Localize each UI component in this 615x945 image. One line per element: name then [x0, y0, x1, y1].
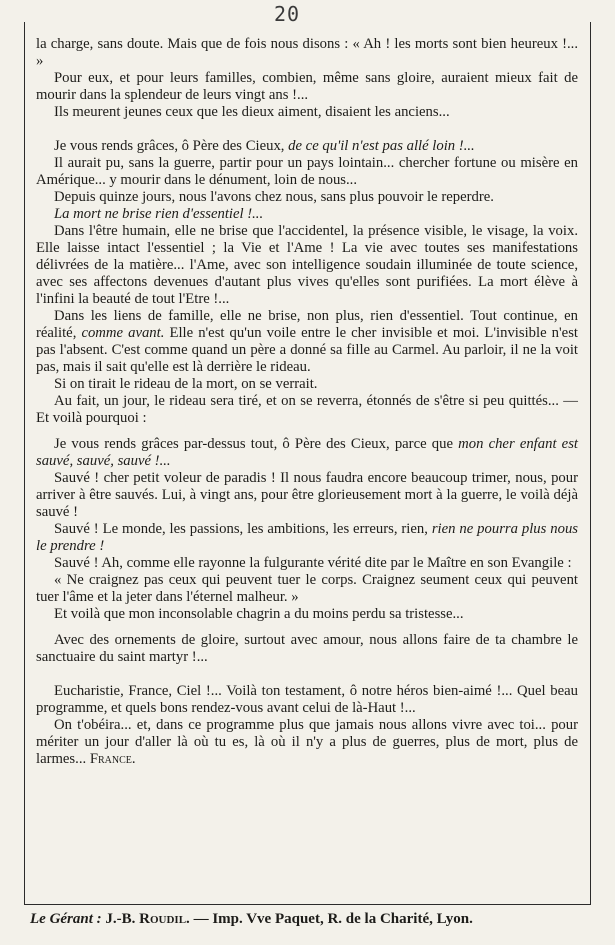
paragraph: [36, 555, 578, 572]
footer-manager-name: J.-B. Roudil.: [101, 911, 190, 927]
italic-text: comme avant.: [81, 325, 165, 341]
paragraph-text: Au fait, un jour, le rideau sera tiré, et on se reverra, étonnés de s'être si peu quittés... — Et voilà pourquoi :: [36, 393, 578, 426]
paragraph-text: Sauvé ! Le monde, les passions, les ambitions, les erreurs, rien,: [54, 521, 432, 537]
footer-imprint: — Imp. Vve Paquet, R. de la Charité, Lyon.: [189, 911, 473, 927]
paragraph-text: Dans l'être humain, elle ne brise que l'accidentel, la présence visible, le visage, la voix. Elle laisse intact l'essentiel ; la Vie et l'Ame ! La vie avec toutes ses manifestations délivrées de la matière... l'Ame, avec son intelligence soudain illuminée de toute science, avec ses affectons devenues d'autant plus vives qu'elles sont purifiées. La mort élève à l'infini la beauté de tout l'Etre !...: [36, 223, 578, 307]
paragraph: [36, 189, 578, 206]
paragraph: [36, 223, 578, 308]
paragraph-text: la charge, sans doute. Mais que de fois nous disons : « Ah ! les morts sont bien heureux !... »: [36, 36, 578, 69]
paragraph: [36, 632, 578, 666]
paragraph-text: Sauvé ! Ah, comme elle rayonne la fulgurante vérité dite par le Maître en son Evangile :: [54, 555, 572, 571]
paragraph: [36, 393, 578, 427]
paragraph: [36, 717, 578, 768]
paragraph: [36, 521, 578, 555]
italic-text: La mort ne brise rien d'essentiel !...: [54, 206, 264, 222]
paragraph-text: Et voilà que mon inconsolable chagrin a du moins perdu sa tristesse...: [54, 606, 464, 622]
paragraph: [36, 470, 578, 521]
paragraph: [36, 308, 578, 376]
signature: France.: [86, 751, 136, 767]
paragraph-text: Sauvé ! cher petit voleur de paradis ! Il nous faudra encore beaucoup trimer, nous, pour arriver à être sauvés. Lui, à vingt ans, pour être glorieusement mort à la guerre, le voilà déjà sauvé !: [36, 470, 578, 520]
paragraph-text: Ils meurent jeunes ceux que les dieux aiment, disaient les anciens...: [54, 104, 450, 120]
paragraph: [36, 436, 578, 470]
footer-label: Le Gérant :: [30, 911, 102, 927]
paragraph-text: Eucharistie, France, Ciel !... Voilà ton testament, ô notre héros bien-aimé !... Quel beau programme, et quels bons rendez-vous avant celui de là-Haut !...: [36, 683, 578, 716]
paragraph: [36, 104, 578, 121]
italic-text: de ce qu'il n'est pas allé loin !...: [288, 138, 475, 154]
paragraph: [36, 683, 578, 717]
paragraph-text: Dans les liens de famille, elle ne brise, non plus, rien d'essentiel. Tout continue, en réalité,: [36, 308, 578, 341]
paragraph: [36, 155, 578, 189]
footer-divider: [24, 904, 591, 905]
paragraph-text: Elle n'est qu'un voile entre le cher invisible et moi. L'invisible n'est pas l'absent. C'est comme quand un père a donné sa fille au Carmel. Au parloir, il ne la voit pas, mais il sait qu'elle est là derrière le rideau.: [36, 325, 578, 375]
paragraph: [36, 138, 578, 155]
paragraph-text: Avec des ornements de gloire, surtout avec amour, nous allons faire de ta chambre le sanctuaire du saint martyr !...: [36, 632, 578, 665]
paragraph: [36, 36, 578, 70]
paragraph-text: Depuis quinze jours, nous l'avons chez nous, sans plus pouvoir le reperdre.: [54, 189, 494, 205]
italic-text: mon cher enfant est sauvé, sauvé, sauvé !...: [36, 436, 578, 469]
paragraph: [36, 70, 578, 104]
paragraph-text: « Ne craignez pas ceux qui peuvent tuer le corps. Craignez seument ceux qui peuvent tuer l'âme et la jeter dans l'éternel malheur. »: [36, 572, 578, 605]
paragraph: [36, 206, 578, 223]
paragraph: [36, 376, 578, 393]
printer-footer: [30, 911, 590, 928]
paragraph: [36, 572, 578, 606]
page-number: 20: [274, 2, 301, 26]
article-body: [36, 36, 578, 768]
paragraph-text: Je vous rends grâces, ô Père des Cieux,: [54, 138, 289, 154]
paragraph: [36, 606, 578, 623]
italic-text: rien ne pourra plus nous le prendre !: [36, 521, 579, 554]
paragraph-text: Si on tirait le rideau de la mort, on se verrait.: [54, 376, 318, 392]
paragraph-text: Je vous rends grâces par-dessus tout, ô Père des Cieux, parce que: [54, 436, 459, 452]
paragraph-text: On t'obéira... et, dans ce programme plus que jamais nous allons vivre avec toi... pour mériter un jour d'aller là où tu es, là où il n'y a plus de guerres, plus de mort, plus de larmes...: [36, 717, 578, 767]
paragraph-text: Pour eux, et pour leurs familles, combien, même sans gloire, auraient mieux fait de mourir dans la splendeur de leurs vingt ans !...: [36, 70, 578, 103]
paragraph-text: Il aurait pu, sans la guerre, partir pour un pays lointain... chercher fortune ou misère en Amérique... y mourir dans le dénument, loin de nous...: [36, 155, 578, 188]
